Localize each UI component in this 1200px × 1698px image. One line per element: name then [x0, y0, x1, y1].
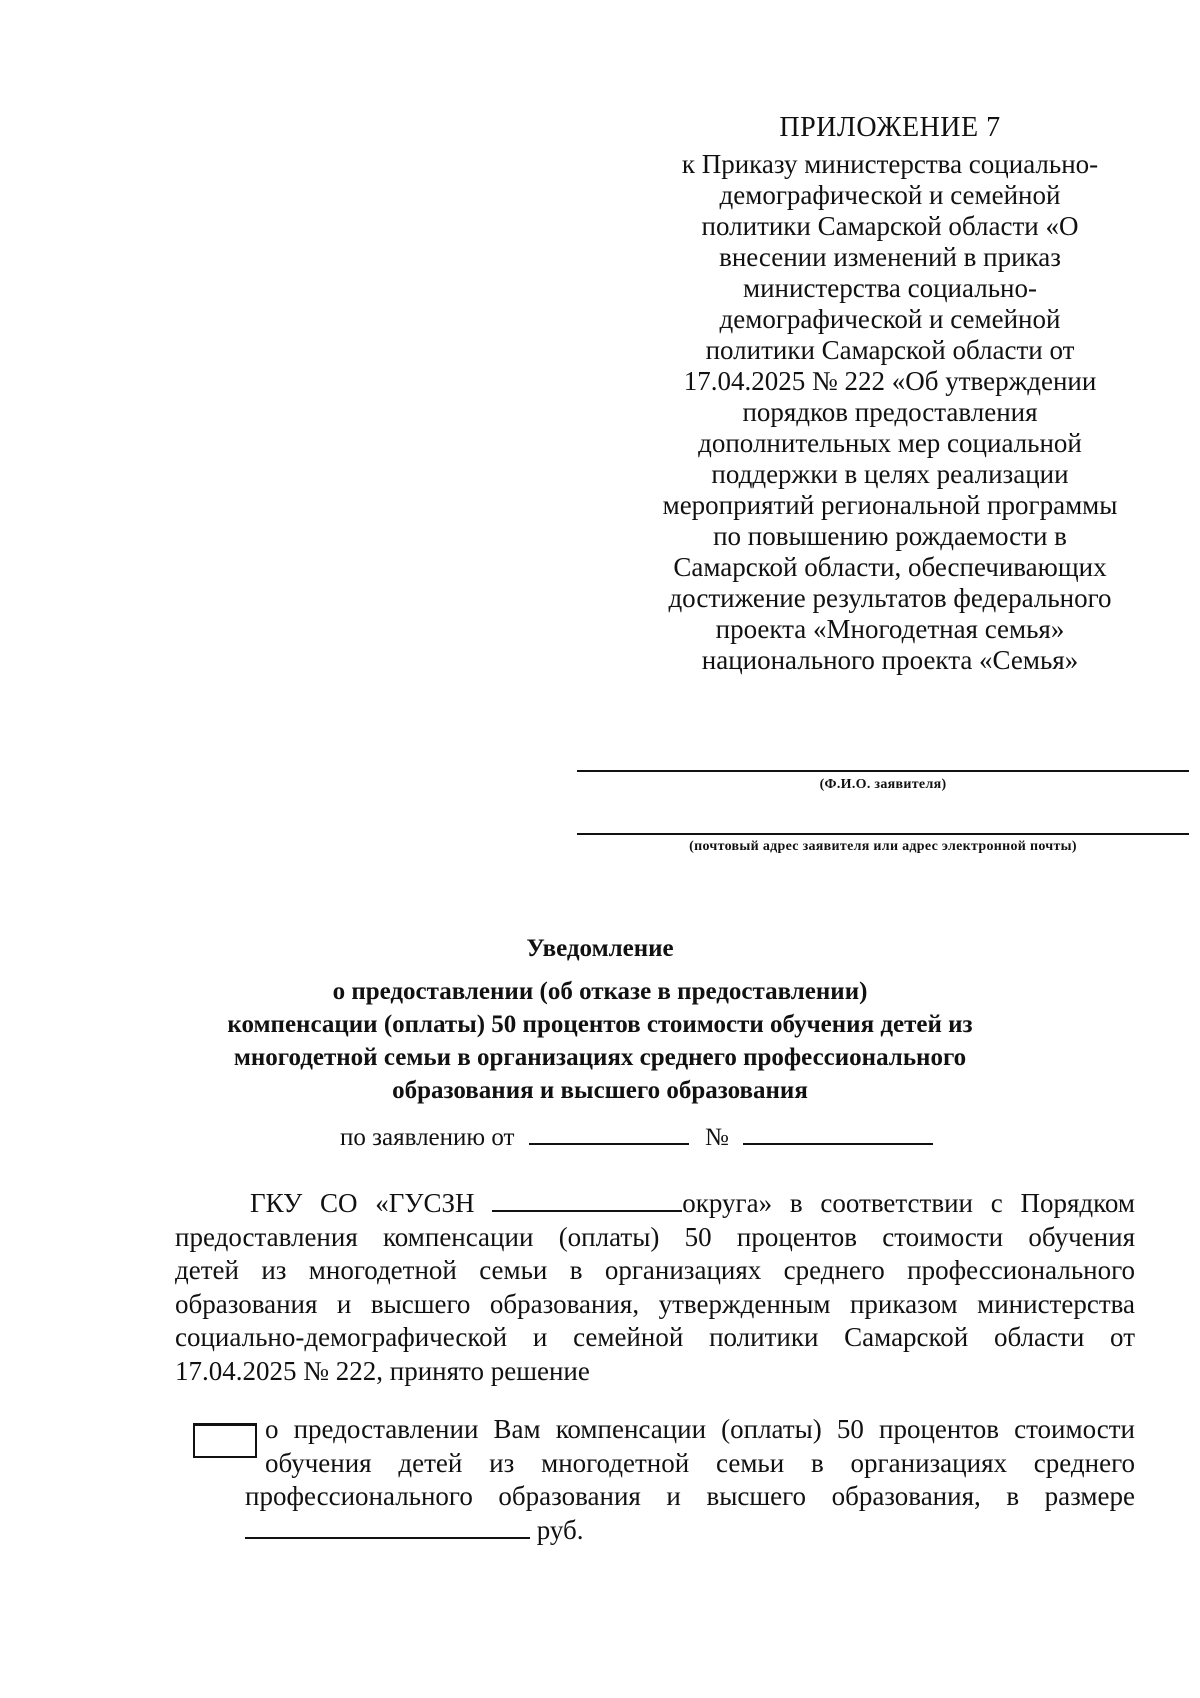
- notice-heading: [60, 932, 1140, 1107]
- decision-last-line: 17.04.2025 № 222, принято решение: [175, 1355, 590, 1386]
- agency-name: ГКУ СО «ГУСЗН: [250, 1188, 475, 1218]
- notice-subtitle-line: многодетной семьи в организациях среднего профессионального: [233, 1044, 967, 1071]
- grant-amount-line: [245, 1514, 1135, 1548]
- annex-line: 17.04.2025 № 222 «Об утверждении: [683, 366, 1097, 396]
- annex-line: внесении изменений в приказ: [719, 242, 1061, 272]
- grant-checkbox[interactable]: [193, 1423, 257, 1458]
- amount-field[interactable]: [245, 1515, 530, 1539]
- grant-option-line: о предоставлении Вам компенсации (оплаты) 50 процентов стоимости: [265, 1414, 1135, 1444]
- annex-line: демографической и семейной: [719, 180, 1061, 210]
- annex-line: дополнительных мер социальной: [698, 428, 1082, 458]
- annex-line: политики Самарской области от: [705, 335, 1075, 365]
- annex-line: по повышению рождаемости в: [713, 521, 1067, 551]
- applicant-address-caption: (почтовый адрес заявителя или адрес электронной почты): [689, 839, 1077, 854]
- applicant-address-field[interactable]: [577, 833, 1189, 835]
- annex-line: национального проекта «Семья»: [701, 645, 1079, 675]
- decision-line: предоставления компенсации (оплаты) 50 процентов стоимости обучения: [175, 1221, 1135, 1252]
- request-number-field[interactable]: [743, 1121, 933, 1145]
- annex-line: поддержки в целях реализации: [711, 459, 1069, 489]
- annex-line: демографической и семейной: [719, 304, 1061, 334]
- request-prefix: по заявлению от: [340, 1124, 515, 1151]
- annex-line: политики Самарской области «О: [701, 211, 1079, 241]
- annex-line: мероприятий региональной программы: [662, 490, 1118, 520]
- annex-line: проекта «Многодетная семья»: [715, 614, 1065, 644]
- district-field[interactable]: [492, 1188, 682, 1212]
- grant-option-line: профессионального образования и высшего образования, в размере: [245, 1481, 1135, 1511]
- notice-subtitle-line: образования и высшего образования: [392, 1077, 808, 1104]
- decision-first-line: [175, 1187, 1135, 1221]
- number-sign: №: [704, 1124, 729, 1151]
- annex-line: порядков предоставления: [742, 397, 1038, 427]
- decision-first-line-tail: округа» в соответствии с Порядком: [682, 1188, 1135, 1218]
- annex-line: достижение результатов федерального: [668, 583, 1112, 613]
- annex-line: Самарской области, обеспечивающих: [673, 552, 1107, 582]
- annex-line: к Приказу министерства социально-: [681, 149, 1099, 179]
- annex-header: [640, 112, 1140, 676]
- grant-option: [245, 1413, 1135, 1547]
- grant-option-line: обучения детей из многодетной семьи в организациях среднего: [265, 1447, 1135, 1478]
- request-date-field[interactable]: [529, 1121, 689, 1145]
- notice-subtitle-line: компенсации (оплаты) 50 процентов стоимости обучения детей из: [227, 1011, 973, 1038]
- annex-title: ПРИЛОЖЕНИЕ 7: [779, 112, 1001, 143]
- applicant-name-caption: (Ф.И.О. заявителя): [819, 777, 947, 792]
- currency-label: руб.: [536, 1514, 584, 1545]
- notice-subtitle-line: о предоставлении (об отказе в предоставлении): [332, 978, 868, 1005]
- decision-line: социально-демографической и семейной политики Самарской области от: [175, 1322, 1135, 1352]
- decision-paragraph: [175, 1187, 1135, 1388]
- notice-title: Уведомление: [526, 935, 674, 962]
- request-reference: [340, 1121, 933, 1152]
- applicant-name-field[interactable]: [577, 770, 1189, 772]
- decision-line: образования и высшего образования, утвержденным приказом министерства: [175, 1288, 1135, 1319]
- decision-line: детей из многодетной семьи в организациях среднего профессионального: [175, 1255, 1135, 1285]
- annex-line: министерства социально-: [743, 273, 1037, 303]
